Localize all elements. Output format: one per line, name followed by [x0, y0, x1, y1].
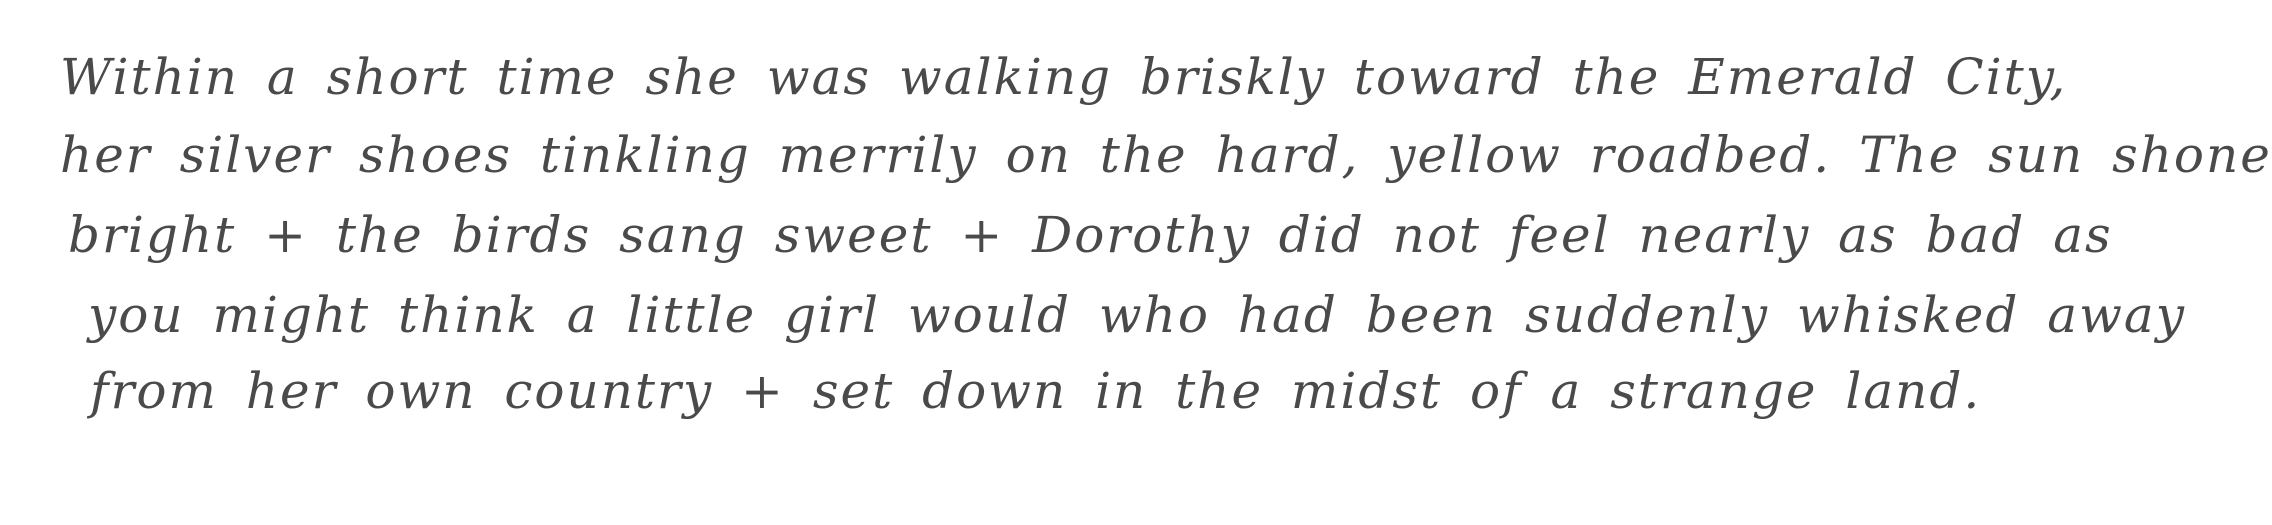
- text-line-4: you might think a little girl would who had been suddenly whisked away: [88, 286, 2186, 344]
- text-line-3: bright + the birds sang sweet + Dorothy did not feel nearly as bad as: [68, 206, 2113, 264]
- text-line-5: from her own country + set down in the midst of a strange land.: [90, 362, 1982, 420]
- text-line-2: her silver shoes tinkling merrily on the hard, yellow roadbed. The sun shone: [60, 126, 2272, 184]
- text-line-1: Within a short time she was walking briskly toward the Emerald City,: [60, 48, 2068, 106]
